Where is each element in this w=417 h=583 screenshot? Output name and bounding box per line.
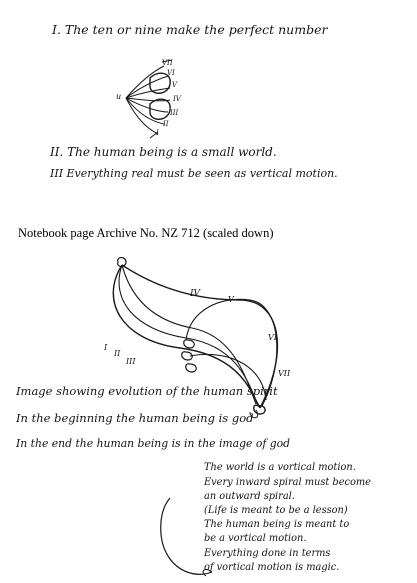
bottom-right-line-7: Everything done in terms xyxy=(204,548,331,559)
spiral-numeral-5: V xyxy=(228,295,234,304)
bottom-right-line-3: an outward spiral. xyxy=(204,491,295,502)
spiral-numeral-4: IV xyxy=(190,289,201,299)
bottom-right-line-6: be a vortical motion. xyxy=(204,533,307,544)
bottom-right-line-2: Every inward spiral must become xyxy=(204,477,371,488)
diagram-numeral-1: I xyxy=(156,129,159,137)
diagram-numeral-3: III xyxy=(170,109,179,117)
spiral-numeral-1: I xyxy=(104,343,108,352)
spiral-numeral-2: II xyxy=(114,349,121,358)
spiral-numeral-7: VII xyxy=(278,369,291,378)
diagram-numeral-6: VI xyxy=(167,69,175,77)
diagram-numeral-5: V xyxy=(172,81,178,89)
bottom-left-line-2: In the beginning the human being is god xyxy=(16,411,254,425)
bottom-right-line-4: (Life is meant to be a lesson) xyxy=(204,505,348,516)
archive-caption: Notebook page Archive No. NZ 712 (scaled down) xyxy=(18,226,274,240)
top-note-line-3: III Everything real must be seen as vertical motion. xyxy=(50,167,338,180)
bottom-left-line-1: Image showing evolution of the human spirit xyxy=(16,384,278,398)
bottom-right-line-1: The world is a vortical motion. xyxy=(204,462,356,473)
diagram-numeral-2: II xyxy=(163,120,169,128)
diagram-numeral-7: VII xyxy=(162,59,173,67)
top-note-line-2: II. The human being is a small world. xyxy=(50,145,277,159)
bottom-right-line-8: of vortical motion is magic. xyxy=(204,562,340,573)
top-note-line-1: I. The ten or nine make the perfect number xyxy=(52,22,328,37)
spiral-numeral-3: III xyxy=(126,357,136,366)
bottom-left-line-3: In the end the human being is in the image of god xyxy=(16,437,291,450)
diagram-numeral-4: IV xyxy=(173,95,181,103)
spiral-numeral-6: VI xyxy=(268,333,277,342)
bottom-right-line-5: The human being is meant to xyxy=(204,519,350,530)
diagram-mark-u: u xyxy=(116,92,122,101)
